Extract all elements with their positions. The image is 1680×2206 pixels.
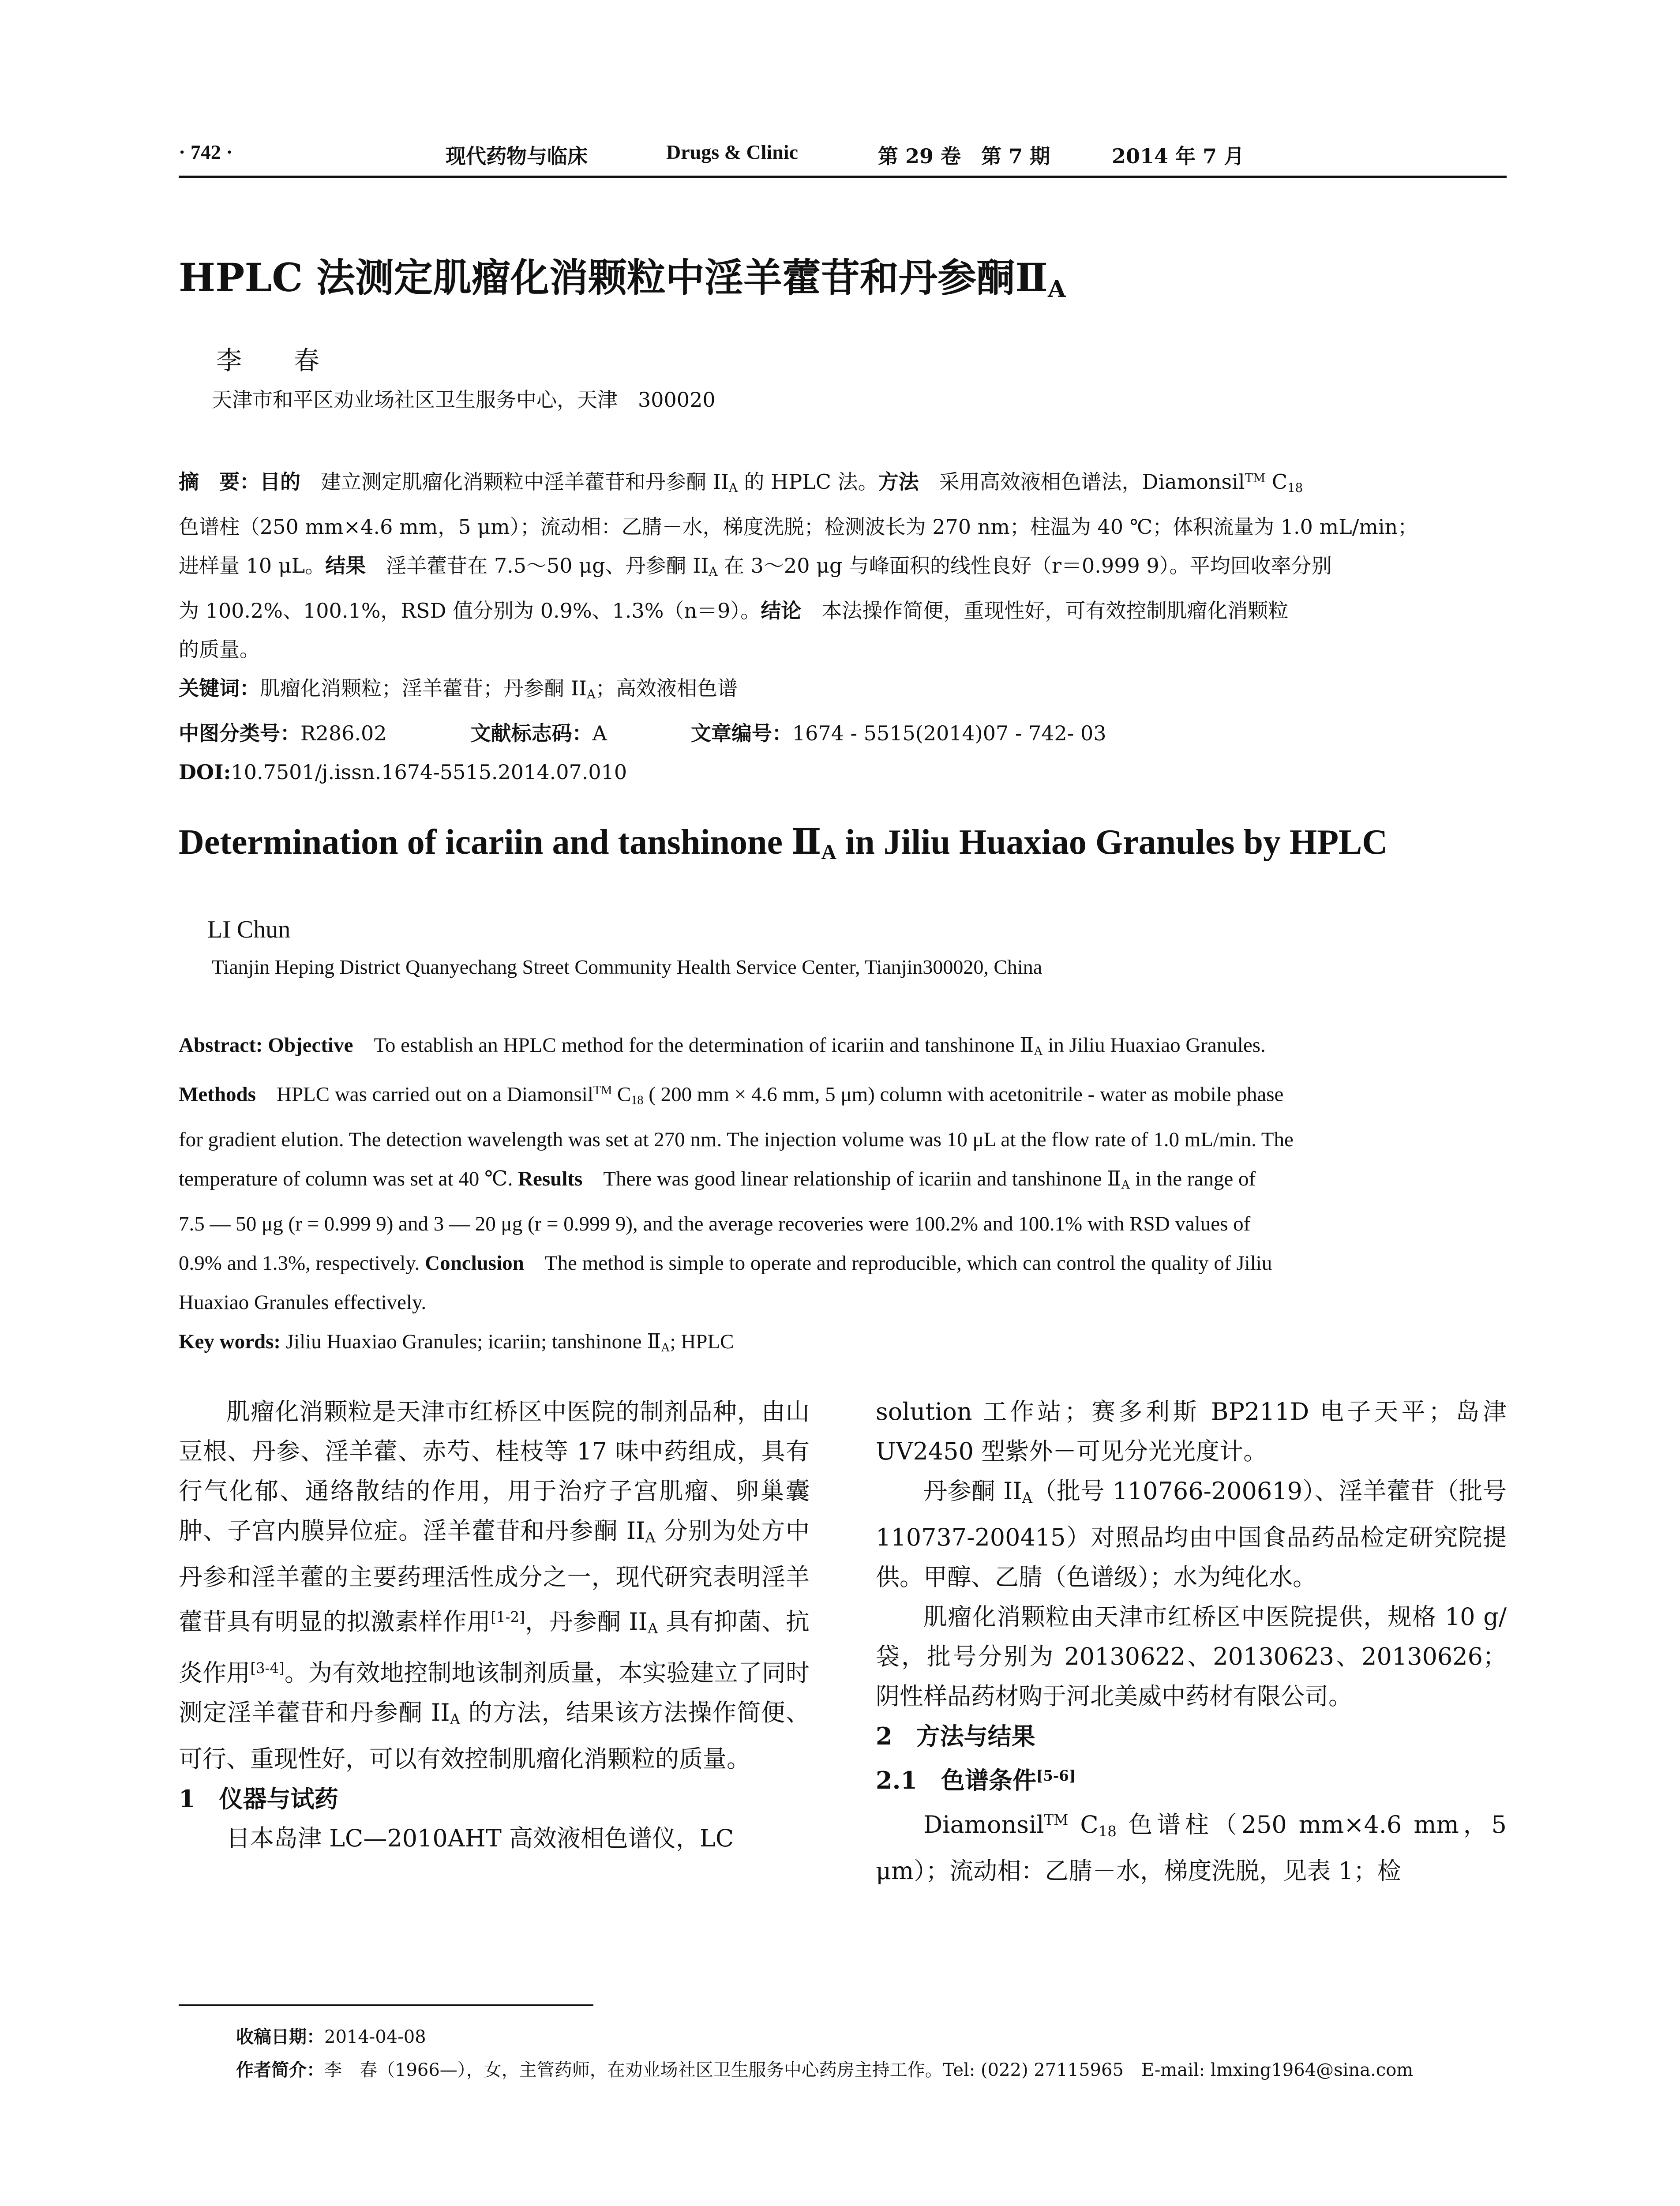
body-right-column — [876, 1392, 1507, 1891]
classification-cn: 中图分类号：R286.02 文献标志码：A 文章编号：1674 - 5515(2014)07 - 742- 03 — [179, 721, 1106, 745]
journal-name-cn: 现代药物与临床 — [446, 144, 588, 168]
subsection-heading: 2.1 色谱条件[5-6] — [876, 1766, 1076, 1794]
body-paragraph: Diamonsil™ $C_{18}$ 色谱柱（250 mm×4.6 mm，5 μm）；流动相：乙腈－水，梯度洗脱，见表 1；检 — [876, 1810, 1507, 1885]
abstract-cn-line: 色谱柱（250 mm×4.6 mm，5 μm）；流动相：乙腈－水，梯度洗脱；检测波长为 270 nm；柱温为 40 ℃；体积流量为 1.0 mL/min； — [179, 515, 1418, 539]
abstract-en-line: 0.9% and 1.3%, respectively. Conclusion The method is simple to operate and reproducible, which can control the quality of Jiliu — [179, 1251, 1272, 1275]
abstract-en — [179, 1026, 1507, 1367]
body-left-column — [179, 1392, 810, 1858]
journal-name-en: Drugs & Clinic — [666, 141, 798, 163]
body-paragraph: 肌瘤化消颗粒是天津市红桥区中医院的制剂品种，由山豆根、丹参、淫羊藿、赤芍、桂枝等 17 味中药组成，具有行气化郁、通络散结的作用，用于治疗子宫肌瘤、卵巢囊肿、子宫内膜异位症。淫羊藿苷和丹参酮 $II_A$ 分别为处方中丹参和淫羊藿的主要药理活性成分之一，现代研究表明淫羊藿苷具有明显的拟激素样作用[1-2]，丹参酮 $II_A$ 具有抑菌、抗炎作用[3-4]。为有效地控制地该制剂质量，本实验建立了同时测定淫羊藿苷和丹参酮 $II_A$ 的方法，结果该方法操作简便、可行、重现性好，可以有效控制肌瘤化消颗粒的质量。 — [179, 1398, 810, 1773]
affiliation-cn: 天津市和平区劝业场社区卫生服务中心，天津 300020 — [212, 388, 716, 412]
body-paragraph: solution 工作站；赛多利斯 BP211D 电子天平；岛津 UV2450 型紫外－可见分光光度计。 — [876, 1398, 1507, 1465]
keywords-cn: 关键词：肌瘤化消颗粒；淫羊藿苷；丹参酮 $II_A$；高效液相色谱 — [179, 676, 738, 702]
footnote-rule — [179, 2004, 593, 2006]
author-en: LI Chun — [207, 916, 291, 943]
doi: DOI:10.7501/j.issn.1674-5515.2014.07.010 — [179, 760, 627, 784]
abstract-en-line: Abstract: Objective To establish an HPLC method for the determination of icariin and tanshinone $Ⅱ_A$ in Jiliu Huaxiao Granules. — [179, 1034, 1266, 1058]
body-paragraph: 日本岛津 LC—2010AHT 高效液相色谱仪，LC — [226, 1824, 734, 1852]
abstract-en-line: temperature of column was set at 40 ℃. Results There was good linear relationship of icariin and tanshinone $Ⅱ_A$ in the range of — [179, 1167, 1256, 1192]
abstract-en-line: for gradient elution. The detection wavelength was set at 270 nm. The injection volume was 10 μL at the flow rate of 1.0 mL/min. The — [179, 1128, 1294, 1151]
abstract-cn — [179, 459, 1507, 792]
abstract-en-line: 7.5 — 50 μg (r = 0.999 9) and 3 — 20 μg (r = 0.999 9), and the average recoveries were 100.2% and 100.1% with RSD values of — [179, 1212, 1251, 1235]
issue-info: 第 29 卷 第 7 期 — [878, 144, 1050, 168]
title-en: Determination of icariin and tanshinone $Ⅱ_A$ in Jiliu Huaxiao Granules by HPLC — [179, 823, 1388, 864]
author-cn: 李 春 — [216, 345, 333, 375]
body-paragraph: 丹参酮 $II_A$（批号 110766-200619）、淫羊藿苷（批号 110737-200415）对照品均由中国食品药品检定研究院提供。甲醇、乙腈（色谱级）；水为纯化水。 — [876, 1477, 1507, 1591]
title-cn: HPLC 法测定肌瘤化消颗粒中淫羊藿苷和丹参酮$Ⅱ_A$ — [179, 255, 1066, 303]
section-heading: 2 方法与结果 — [876, 1722, 1035, 1751]
footnote-received: 收稿日期：2014-04-08 — [236, 2026, 426, 2047]
section-heading: 1 仪器与试药 — [179, 1784, 338, 1813]
issue-date: 2014 年 7 月 — [1112, 144, 1245, 168]
abstract-en-line: Huaxiao Granules effectively. — [179, 1291, 427, 1314]
abstract-cn-line: 的质量。 — [179, 637, 260, 661]
page-number: · 742 · — [179, 141, 233, 163]
abstract-en-line: Methods HPLC was carried out on a Diamonsil™ $C_{18}$ ( 200 mm × 4.6 mm, 5 μm) column with acetonitrile - water as mobile phase — [179, 1083, 1284, 1107]
abstract-cn-line: 摘 要：目的 建立测定肌瘤化消颗粒中淫羊藿苷和丹参酮 $II_A$ 的 HPLC 法。方法 采用高效液相色谱法，Diamonsil™ $C_{18}$ — [179, 470, 1303, 495]
footnote-author: 作者简介：李 春（1966—），女，主管药师，在劝业场社区卫生服务中心药房主持工作。Tel: (022) 27115965 E-mail: lmxing1964@sina.com — [236, 2060, 1414, 2080]
body-paragraph: 肌瘤化消颗粒由天津市红桥区中医院提供，规格 10 g/袋，批号分别为 20130622、20130623、20130626；阴性样品药材购于河北美威中药材有限公司。 — [876, 1603, 1507, 1711]
header-rule — [179, 176, 1507, 178]
abstract-cn-line: 进样量 10 μL。结果 淫羊藿苷在 7.5～50 μg、丹参酮 $II_A$ 在 3～20 μg 与峰面积的线性良好（r＝0.999 9）。平均回收率分别 — [179, 554, 1332, 579]
affiliation-en: Tianjin Heping District Quanyechang Street Community Health Service Center, Tianjin300020, China — [212, 956, 1042, 978]
keywords-en: Key words: Jiliu Huaxiao Granules; icariin; tanshinone $Ⅱ_A$; HPLC — [179, 1330, 734, 1354]
abstract-cn-line: 为 100.2%、100.1%，RSD 值分别为 0.9%、1.3%（n＝9）。结论 本法操作简便，重现性好，可有效控制肌瘤化消颗粒 — [179, 598, 1289, 623]
